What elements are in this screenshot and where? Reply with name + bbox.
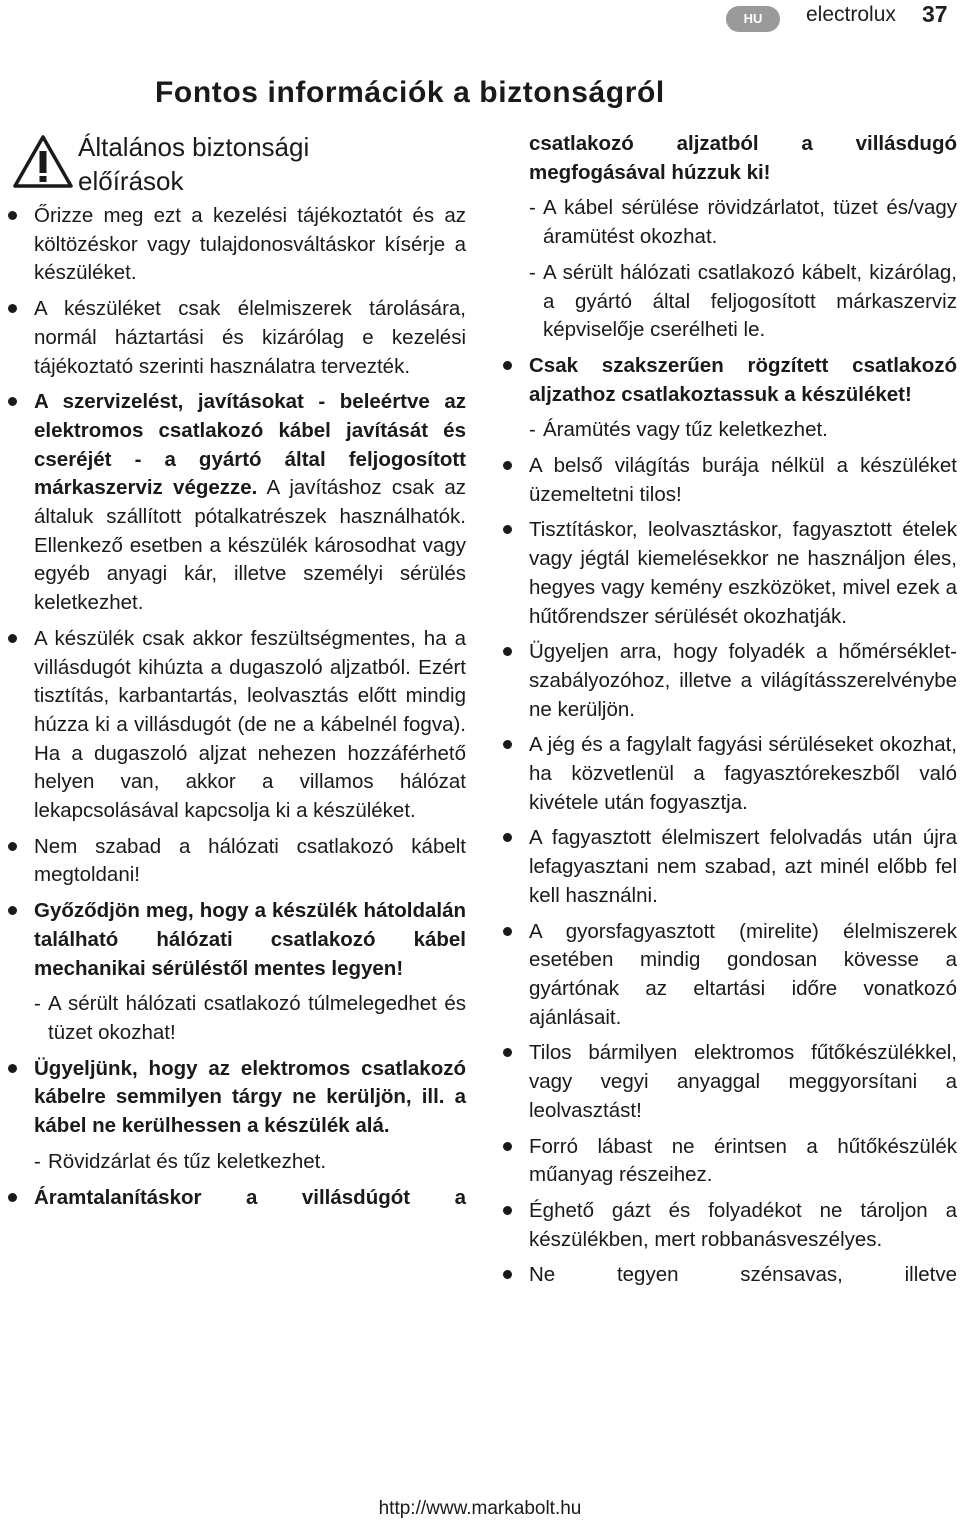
list-item [503, 824, 957, 910]
item-text: A készüléket csak élelmiszerek tárolására, normál háztartási és kizárólag e kezelési tájékoztató szerinti használatra tervezték. [34, 297, 466, 378]
list-item [8, 625, 466, 826]
bullet-icon [503, 1048, 512, 1057]
item-text: Nem szabad a hálózati csatlakozó kábelt megtoldani! [34, 834, 466, 887]
continued-text: csatlakozó aljzatból a villásdugó megfogásával húzzuk ki! [529, 132, 957, 184]
right-column [503, 130, 957, 1297]
list-item [503, 638, 957, 724]
bullet-icon [503, 461, 512, 470]
item-text: Csak szakszerűen rögzített csatlakozó aljzathoz csatlakoztassuk a készüléket! [529, 353, 957, 406]
bullet-icon [503, 1270, 512, 1279]
bullet-icon [8, 397, 17, 406]
sub-item [8, 1148, 466, 1177]
item-text: Forró lábast ne érintsen a hűtőkészülék műanyag részeihez. [529, 1134, 957, 1187]
list-item [503, 1197, 957, 1254]
dash-mark: - [529, 196, 536, 220]
item-text: A készülék csak akkor feszültségmentes, ha a villásdugót kihúzta a dugaszoló aljzatból. Ezért tisztítás, karbantartás, leolvasztás előtt mindig húzza ki a villásdugót (de ne a kábelnél fogva). Ha a dugaszoló aljzat nehezen hozzáférhető helyen van, akkor a villamos hálózat lekapcsolásával kapcsolja ki a készüléket. [34, 626, 466, 823]
language-badge: HU [726, 6, 780, 32]
list-item [8, 897, 466, 983]
item-text: Ne tegyen szénsavas, illetve [529, 1263, 957, 1287]
item-text: A belső világítás burája nélkül a készüléket üzemeltetni tilos! [529, 454, 957, 506]
bullet-icon [8, 842, 17, 851]
warning-triangle-icon [12, 134, 74, 190]
bullet-icon [503, 1206, 512, 1215]
dash-mark: - [34, 992, 41, 1016]
list-item [503, 352, 957, 409]
list-item [503, 516, 957, 631]
sub-item-text: A sérült hálózati csatlakozó kábelt, kizárólag, a gyártó által feljogosított márkaszerviz képviselője cserélheti le. [543, 260, 957, 342]
page-header [0, 0, 960, 36]
bullet-icon [503, 833, 512, 842]
list-item [8, 1184, 466, 1213]
list-item [503, 1133, 957, 1190]
footer-url: http://www.markabolt.hu [378, 1498, 582, 1519]
list-item [503, 1261, 957, 1290]
item-text: Tilos bármilyen elektromos fűtőkészülékkel, vagy vegyi anyaggal meggyorsítani a leolvasztást! [529, 1041, 957, 1122]
item-text: Őrizze meg ezt a kezelési tájékoztatót és az költözéskor vagy tulajdonosváltáskor kísérje a készüléket. [34, 204, 466, 285]
section-title [78, 130, 309, 198]
list-item [503, 1039, 957, 1125]
sub-item [503, 416, 957, 445]
sub-item-text: A kábel sérülése rövidzárlatot, tüzet és/vagy áramütést okozhat. [543, 196, 957, 249]
sub-item [503, 194, 957, 251]
bullet-icon [503, 647, 512, 656]
item-text: A javításhoz csak az általuk szállított pótalkatrészek használhatók. Ellenkező esetben a készülék károsodhat vagy egyéb anyagi kár, illetve személyi sérülés keletkezhet. [34, 476, 466, 615]
page-number: 37 [922, 1, 948, 27]
item-text: Ügyeljen arra, hogy folyadék a hőmérséklet-szabályozóhoz, illetve a világításszerelvénybe ne kerüljön. [529, 640, 957, 721]
bullet-icon [8, 1193, 17, 1202]
bullet-icon [503, 525, 512, 534]
section-header [8, 130, 466, 202]
bullet-icon [8, 211, 17, 220]
list-item [8, 202, 466, 288]
bullet-icon [8, 634, 17, 643]
page-title: Fontos információk a biztonságról [155, 76, 665, 109]
bullet-icon [503, 740, 512, 749]
list-item [503, 918, 957, 1033]
item-text-bold: A szervizelést, javításokat - beleértve az elektromos csatlakozó kábel javítását és cseréjét - a gyártó által feljogosított márkaszerviz végezze. [34, 390, 466, 500]
item-text: A fagyasztott élelmiszert felolvadás után újra lefagyasztani nem szabad, azt minél előbb fel kell használni. [529, 826, 957, 907]
item-text: Éghető gázt és folyadékot ne tároljon a készülékben, mert robbanásveszélyes. [529, 1198, 957, 1251]
item-text: Győződjön meg, hogy a készülék hátoldalán található hálózati csatlakozó kábel mechanikai sérüléstől mentes legyen! [34, 899, 466, 980]
list-item [8, 833, 466, 890]
item-text: A jég és a fagylalt fagyási sérüléseket okozhat, ha közvetlenül a fagyasztórekeszből való kivétele után fogyasztja. [529, 733, 957, 814]
bullet-icon [8, 304, 17, 313]
sub-item [8, 990, 466, 1047]
sub-item-text: Áramütés vagy tűz keletkezhet. [543, 418, 828, 442]
dash-mark: - [34, 1149, 41, 1173]
item-text: Tisztításkor, leolvasztáskor, fagyasztott ételek vagy jégtál kiemelésekkor ne használjon éles, hegyes vagy kemény eszközöket, mivel ezek a hűtőrendszer sérülését okozhatják. [529, 518, 957, 628]
brand-name: electrolux [806, 3, 896, 26]
bullet-icon [503, 361, 512, 370]
list-item [8, 1055, 466, 1141]
item-text: Ügyeljünk, hogy az elektromos csatlakozó kábelre semmilyen tárgy ne kerüljön, ill. a kábel ne kerülhessen a készülék alá. [34, 1056, 466, 1138]
list-item [503, 731, 957, 817]
list-item [8, 295, 466, 381]
left-column [8, 130, 466, 1219]
dash-mark: - [529, 418, 536, 442]
dash-mark: - [529, 260, 536, 284]
bullet-icon [503, 927, 512, 936]
section-title-line1: Általános biztonsági [78, 132, 310, 162]
list-item [8, 388, 466, 618]
sub-item-text: Rövidzárlat és tűz keletkezhet. [48, 1149, 327, 1173]
section-title-line2: előírások [78, 166, 184, 196]
bullet-icon [8, 906, 17, 915]
item-text: Áramtalanításkor a villásdúgót a [34, 1185, 466, 1209]
item-text: A gyorsfagyasztott (mirelite) élelmiszerek esetében mindig gondosan kövesse a gyártónak az eltartási időre vonatkozó ajánlásait. [529, 919, 957, 1029]
list-item [503, 452, 957, 509]
bullet-icon [503, 1142, 512, 1151]
sub-item [503, 259, 957, 345]
sub-item-text: A sérült hálózati csatlakozó túlmelegedhet és tüzet okozhat! [48, 992, 466, 1044]
bullet-icon [8, 1064, 17, 1073]
